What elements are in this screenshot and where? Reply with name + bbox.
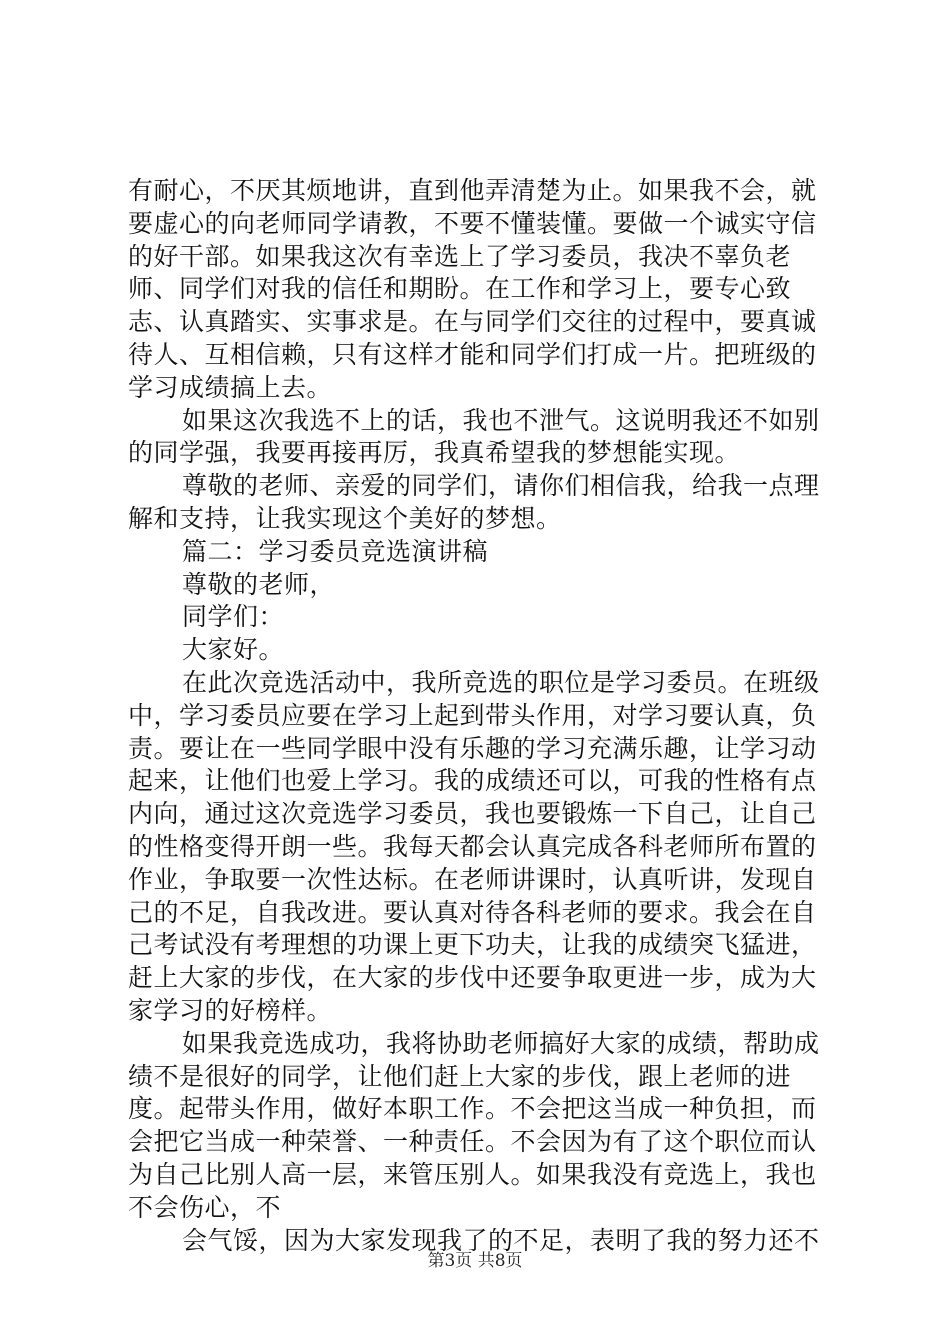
paragraph-2: 如果这次我选不上的话，我也不泄气。这说明我还不如别的同学强，我要再接再厉，我真希望我的梦想能实现。 xyxy=(128,405,820,468)
document-body xyxy=(128,175,838,1257)
salutation-teachers: 尊敬的老师， xyxy=(182,569,336,599)
salutation-classmates: 同学们： xyxy=(182,602,285,632)
paragraph-3: 尊敬的老师、亲爱的同学们，请你们相信我，给我一点理解和支持，让我实现这个美好的梦想。 xyxy=(128,471,820,533)
paragraph-9: 如果我竞选成功，我将协助老师搞好大家的成绩，帮助成绩不是很好的同学，让他们赶上大家的步伐，跟上老师的进度。起带头作用，做好本职工作。不会把这当成一种负担，而会把它当成一种荣誉、一种责任。不会因为有了这个职位而认为自己比别人高一层，来管压别人。如果我没有竞选上，我也不会伤心，不 xyxy=(128,1028,820,1222)
page-number-footer: 第3页 共8页 xyxy=(427,1251,523,1271)
paragraph-1: 有耐心，不厌其烦地讲，直到他弄清楚为止。如果我不会，就要虚心的向老师同学请教，不要不懂装懂。要做一个诚实守信的好干部。如果我这次有幸选上了学习委员，我决不辜负老师、同学们对我的信任和期盼。在工作和学习上，要专心致志、认真踏实、实事求是。在与同学们交往的过程中，要真诚待人、互相信赖，只有这样才能和同学们打成一片。把班级的学习成绩搞上去。 xyxy=(128,176,817,402)
greeting: 大家好。 xyxy=(182,635,285,665)
section-heading: 篇二：学习委员竞选演讲稿 xyxy=(182,536,489,566)
paragraph-10: 会气馁，因为大家发现我了的不足，表明了我的努力还不 xyxy=(182,1225,820,1255)
paragraph-8: 在此次竞选活动中，我所竞选的职位是学习委员。在班级中，学习委员应要在学习上起到带头作用，对学习要认真，负责。要让在一些同学眼中没有乐趣的学习充满乐趣，让学习动起来，让他们也爱上学习。我的成绩还可以，可我的性格有点内向，通过这次竞选学习委员，我也要锻炼一下自己，让自己的性格变得开朗一些。我每天都会认真完成各科老师所布置的作业，争取要一次性达标。在老师讲课时，认真听讲，发现自己的不足，自我改进。要认真对待各科老师的要求。我会在自己考试没有考理想的功课上更下功夫，让我的成绩突飞猛进，赶上大家的步伐，在大家的步伐中还要争取更进一步，成为大家学习的好榜样。 xyxy=(128,667,820,1025)
